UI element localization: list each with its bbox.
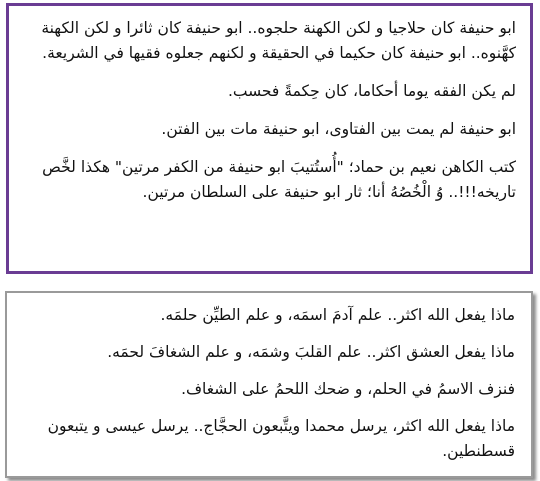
bottom-paragraph-3: فنزف الاسمُ في الحلم، و ضحك اللحمُ على الشغاف. [181, 380, 515, 398]
bottom-quote-box [5, 291, 533, 478]
bottom-paragraph-2: ماذا يفعل العشق اكثر.. علم القلبَ وشمَه، و علم الشغافَ لحمَه. [107, 343, 515, 361]
top-paragraph-3: ابو حنيفة لم يمت بين الفتاوى، ابو حنيفة مات بين الفتن. [161, 120, 516, 138]
top-paragraph-2: لم يكن الفقه يوما أحكاما، كان حِكمةً فحسب. [227, 82, 516, 100]
bottom-paragraph-1: ماذا يفعل الله اكثر.. علم آدمَ اسمَه، و علم الطيِّن حلمَه. [160, 306, 515, 324]
top-paragraph-1: ابو حنيفة كان حلاجيا و لكن الكهنة حلجوه.. ابو حنيفة كان ثائرا و لكن الكهنة كهَّنوه.. ابو حنيفة كان حكيما في الحقيقة و لكنهم جعلوه فقيها في الشريعة. [41, 19, 516, 62]
top-paragraph-4: كتب الكاهن نعيم بن حماد؛ "أُستُتيبَ ابو حنيفة من الكفر مرتين" هكذا لخَّص تاريخه!!!.. وُ الْخُصُهُ أنا؛ ثار ابو حنيفة على السلطان مرتين. [42, 158, 516, 201]
top-quote-box [6, 3, 533, 274]
bottom-paragraph-4: ماذا يفعل الله اكثر، يرسل محمدا ويتَّبعون الحجَّاج.. يرسل عيسى و يتبعون قسطنطين. [47, 417, 515, 460]
